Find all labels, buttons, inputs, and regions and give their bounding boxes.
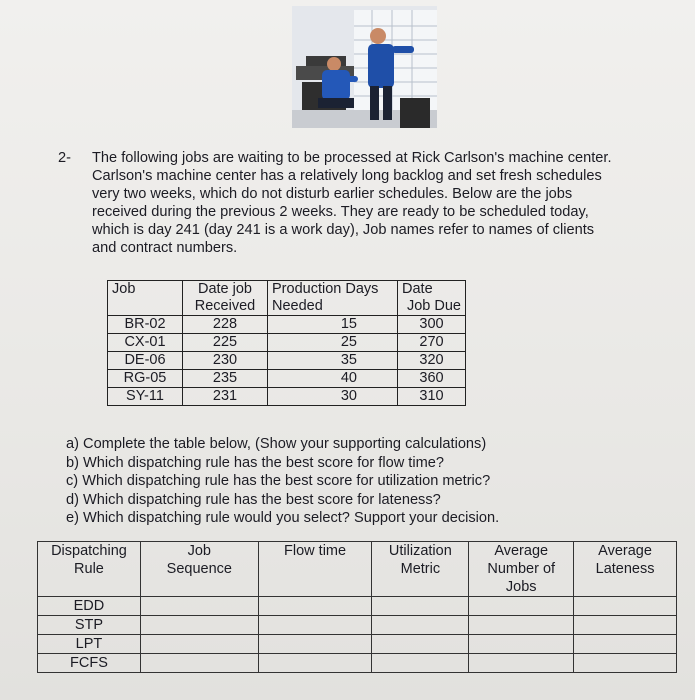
- question-line: Carlson's machine center has a relatively long backlog and set fresh schedules: [92, 168, 602, 184]
- jobs-header-row: [108, 281, 466, 316]
- header-production-days: Production Days Needed: [268, 281, 398, 316]
- blank-cell: [258, 635, 372, 654]
- blank-cell: [372, 654, 469, 673]
- blank-cell: [469, 597, 574, 616]
- cell-job: CX-01: [108, 334, 183, 352]
- cell-job: SY-11: [108, 388, 183, 406]
- table-row: [38, 635, 677, 654]
- header-utilization-metric: Utilization Metric: [372, 542, 469, 597]
- header-date-received: Date job Received: [183, 281, 268, 316]
- part-a: a) Complete the table below, (Show your supporting calculations): [66, 436, 487, 452]
- table-row: [108, 334, 466, 352]
- blank-cell: [140, 635, 258, 654]
- question-paragraph: [92, 149, 678, 257]
- jobs-table: [107, 280, 466, 406]
- header-date-due: Date Job Due: [398, 281, 466, 316]
- blank-cell: [574, 597, 677, 616]
- cell-days: 15: [268, 316, 398, 334]
- illustration-workers-image: [292, 6, 437, 128]
- blank-cell: [469, 616, 574, 635]
- cell-due: 300: [398, 316, 466, 334]
- cell-received: 228: [183, 316, 268, 334]
- cell-received: 235: [183, 370, 268, 388]
- cell-job: RG-05: [108, 370, 183, 388]
- cell-due: 320: [398, 352, 466, 370]
- cell-due: 360: [398, 370, 466, 388]
- cell-due: 310: [398, 388, 466, 406]
- table-row: [38, 597, 677, 616]
- blank-cell: [469, 635, 574, 654]
- table-row: [38, 654, 677, 673]
- cell-days: 30: [268, 388, 398, 406]
- rules-header-row: [38, 542, 677, 597]
- question-line: which is day 241 (day 241 is a work day), Job names refer to names of clients: [92, 222, 595, 238]
- question-line: and contract numbers.: [92, 240, 238, 256]
- header-average-jobs: Average Number of Jobs: [469, 542, 574, 597]
- blank-cell: [372, 616, 469, 635]
- rule-name: FCFS: [38, 654, 141, 673]
- table-row: [108, 316, 466, 334]
- dispatching-rules-table: [37, 541, 677, 673]
- cell-received: 230: [183, 352, 268, 370]
- table-row: [108, 388, 466, 406]
- part-e: e) Which dispatching rule would you select? Support your decision.: [66, 510, 500, 526]
- blank-cell: [140, 597, 258, 616]
- workers-illustration-svg: [292, 6, 437, 128]
- cell-days: 35: [268, 352, 398, 370]
- question-line: very two weeks, which do not disturb earlier schedules. Below are the jobs: [92, 186, 573, 202]
- blank-cell: [469, 654, 574, 673]
- blank-cell: [258, 616, 372, 635]
- question-line: received during the previous 2 weeks. They are ready to be scheduled today,: [92, 204, 589, 220]
- part-b: b) Which dispatching rule has the best score for flow time?: [66, 454, 444, 471]
- part-c: c) Which dispatching rule has the best score for utilization metric?: [66, 473, 491, 489]
- question-number: 2-: [58, 150, 71, 166]
- question-parts-list: [66, 435, 686, 528]
- rule-name: LPT: [38, 635, 141, 654]
- table-row: [108, 352, 466, 370]
- part-d: d) Which dispatching rule has the best score for lateness?: [66, 491, 441, 508]
- blank-cell: [258, 597, 372, 616]
- cell-job: DE-06: [108, 352, 183, 370]
- blank-cell: [372, 597, 469, 616]
- table-row: [38, 616, 677, 635]
- table-row: [108, 370, 466, 388]
- blank-cell: [140, 654, 258, 673]
- header-average-lateness: Average Lateness: [574, 542, 677, 597]
- cell-days: 25: [268, 334, 398, 352]
- question-text: [58, 149, 678, 257]
- cell-received: 231: [183, 388, 268, 406]
- blank-cell: [574, 635, 677, 654]
- header-job: Job: [108, 281, 183, 316]
- cell-days: 40: [268, 370, 398, 388]
- blank-cell: [258, 654, 372, 673]
- blank-cell: [574, 654, 677, 673]
- blank-cell: [372, 635, 469, 654]
- cell-received: 225: [183, 334, 268, 352]
- cell-due: 270: [398, 334, 466, 352]
- header-job-sequence: Job Sequence: [140, 542, 258, 597]
- blank-cell: [140, 616, 258, 635]
- question-line: The following jobs are waiting to be processed at Rick Carlson's machine center.: [92, 150, 612, 166]
- rule-name: EDD: [38, 597, 141, 616]
- rule-name: STP: [38, 616, 141, 635]
- cell-job: BR-02: [108, 316, 183, 334]
- blank-cell: [574, 616, 677, 635]
- header-dispatching-rule: Dispatching Rule: [38, 542, 141, 597]
- header-flow-time: Flow time: [258, 542, 372, 597]
